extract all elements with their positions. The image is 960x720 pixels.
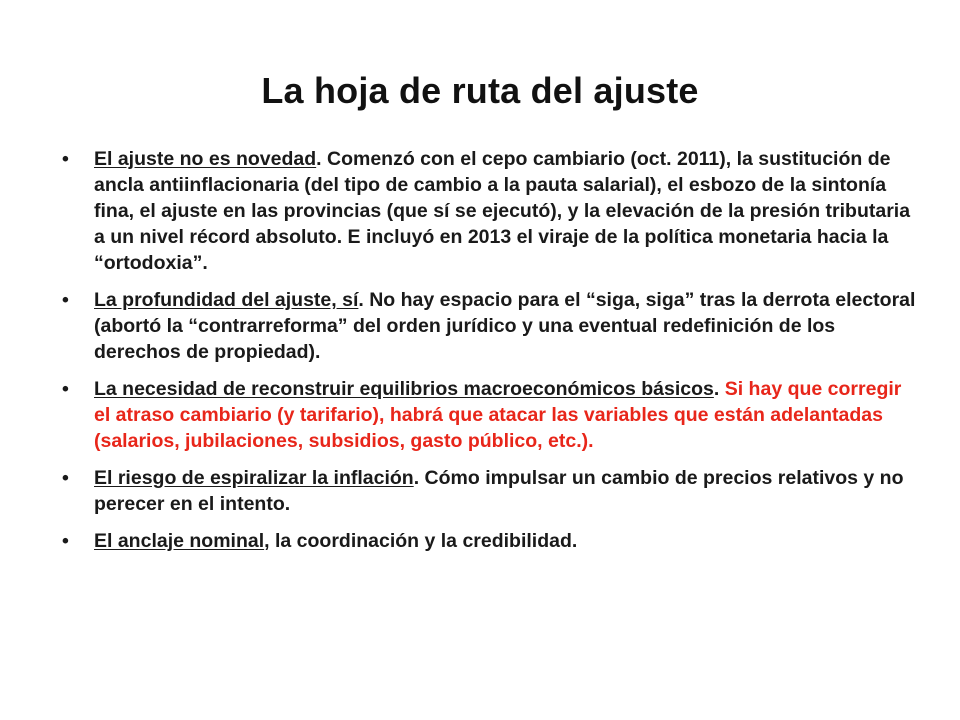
bullet-text: . Comenzó con el cepo cambiario (oct. 2011), la sustitución de ancla antiinflacionaria (del tipo de cambio a la pauta salarial), el esbozo de la sintonía fina, el ajuste en las provincias (que sí se ejecutó), y la elevación de la presión tributaria a un nivel récord absoluto. E incluyó en 2013 el viraje de la política monetaria hacia la “ortodoxia”. xyxy=(94,148,911,274)
slide-title: La hoja de ruta del ajuste xyxy=(261,70,699,111)
bullet-text: . Cómo impulsar un cambio de precios relativos y no perecer en el intento. xyxy=(94,467,904,515)
bullet-dot-icon: • xyxy=(62,289,69,311)
bullet-item xyxy=(62,287,922,365)
bullet-text: , la coordinación y la credibilidad. xyxy=(264,530,578,552)
bullet-text: . No hay espacio para el “siga, siga” tras la derrota electoral (abortó la “contrarreforma” del orden jurídico y una eventual redefinición de los derechos de propiedad). xyxy=(94,289,916,363)
bullet-list xyxy=(62,146,922,565)
bullet-item xyxy=(62,146,922,276)
bullet-highlight: Si hay que corregir el atraso cambiario (y tarifario), habrá que atacar las variables que están adelantadas (salarios, jubilaciones, subsidios, gasto público, etc.). xyxy=(94,378,902,452)
bullet-lead: El anclaje nominal xyxy=(94,530,265,552)
bullet-lead: El riesgo de espiralizar la inflación xyxy=(94,467,414,489)
bullet-dot-icon: • xyxy=(62,148,69,170)
bullet-text: . xyxy=(713,378,725,400)
bullet-item xyxy=(62,465,922,517)
bullet-dot-icon: • xyxy=(62,530,69,552)
bullet-lead: El ajuste no es novedad xyxy=(94,148,317,170)
bullet-item xyxy=(62,376,922,454)
bullet-dot-icon: • xyxy=(62,378,69,400)
bullet-dot-icon: • xyxy=(62,467,69,489)
bullet-lead: La profundidad del ajuste, sí xyxy=(94,289,359,311)
bullet-lead: La necesidad de reconstruir equilibrios macroeconómicos básicos xyxy=(94,378,714,400)
bullet-item xyxy=(62,528,922,554)
